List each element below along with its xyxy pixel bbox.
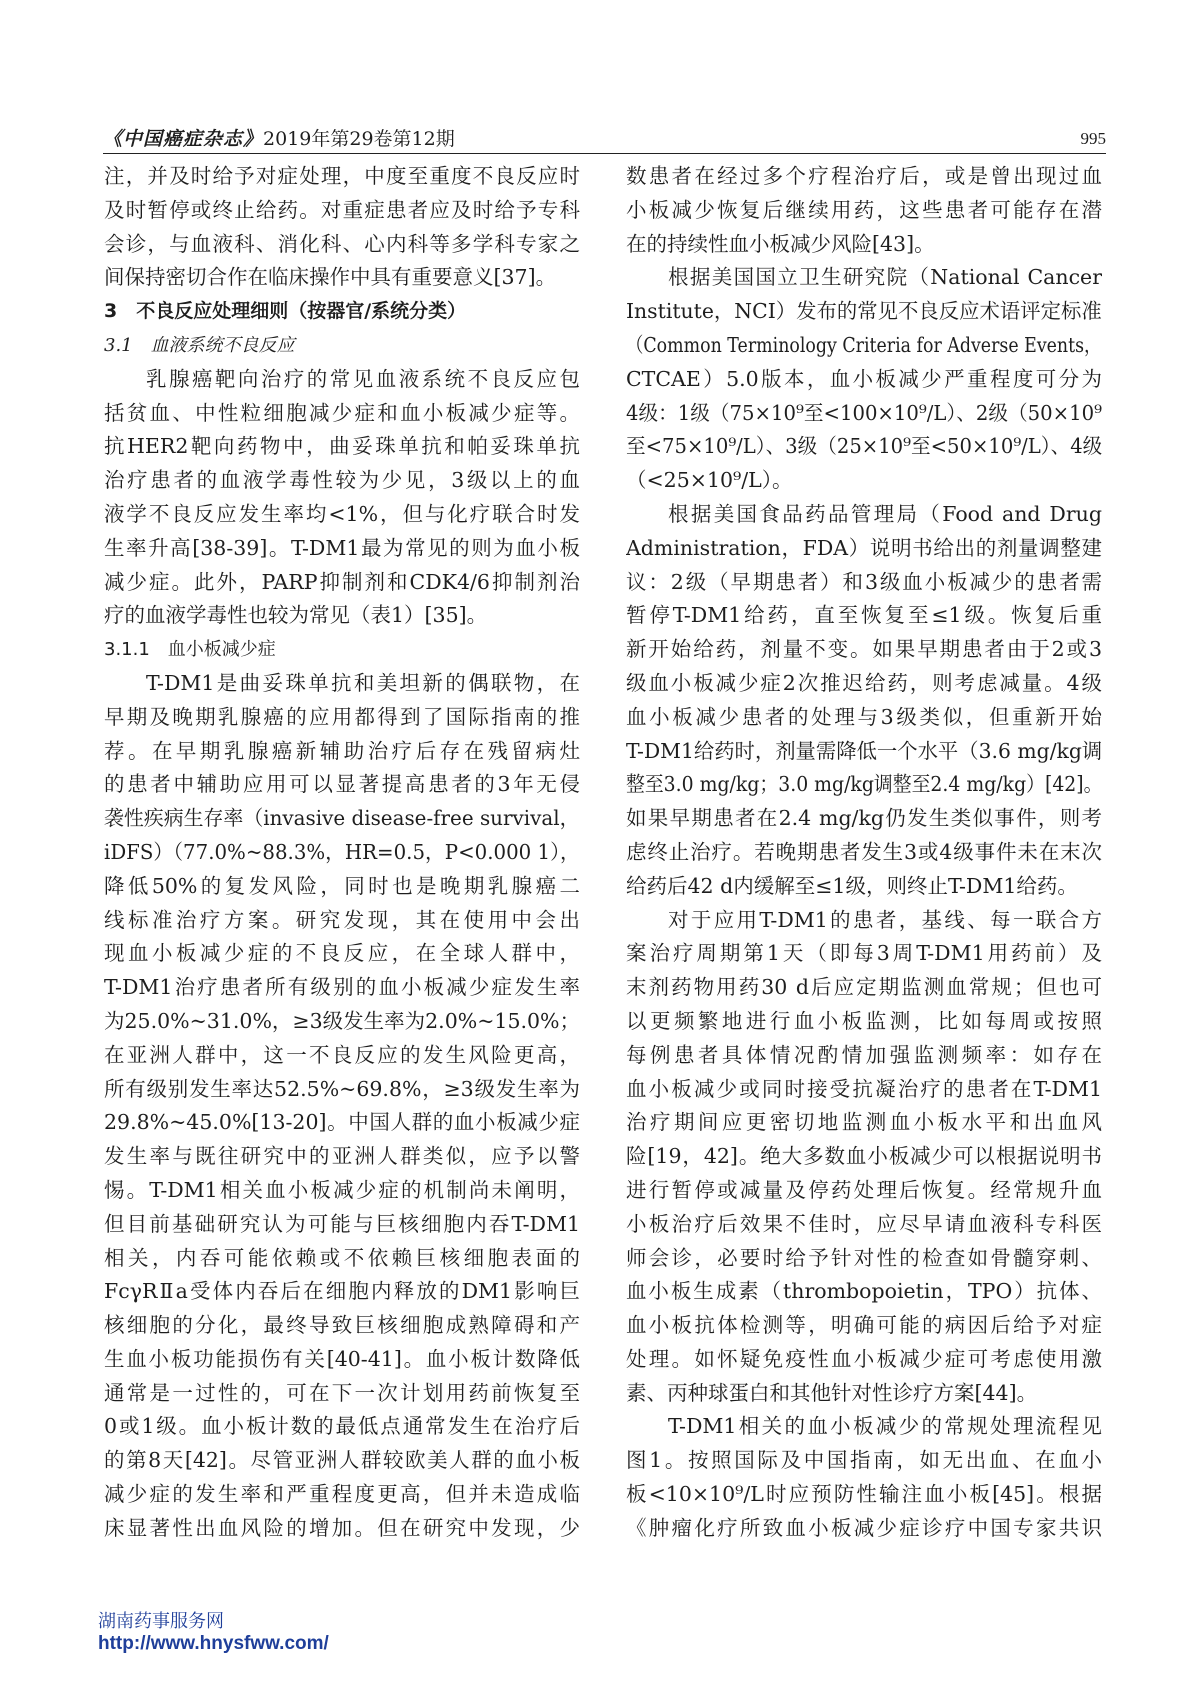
text-line: 相关，内吞可能依赖或不依赖巨核细胞表面的	[104, 1245, 580, 1270]
paragraph-start-line: 乳腺癌靶向治疗的常见血液系统不良反应包	[146, 366, 580, 391]
page-number: 995	[1080, 129, 1106, 148]
text-line: 险[19，42]。绝大多数血小板减少可以根据说明书	[626, 1144, 1102, 1169]
paragraph-end-line: （<25×10⁹/L）。	[626, 468, 793, 493]
text-line: 0或1级。血小板计数的最低点通常发生在治疗后	[104, 1414, 580, 1439]
text-line: 的第8天[42]。尽管亚洲人群较欧美人群的血小板	[104, 1448, 580, 1473]
text-line: 为25.0%~31.0%，≥3级发生率为2.0%~15.0%；	[104, 1008, 580, 1033]
text-line: 血小板减少或同时接受抗凝治疗的患者在T-DM1	[626, 1076, 1102, 1101]
section-heading: 3 不良反应处理细则（按器官/系统分类）	[104, 300, 467, 323]
text-line: 荐。在早期乳腺癌新辅助治疗后存在残留病灶	[104, 738, 580, 763]
text-line: 整至3.0 mg/kg；3.0 mg/kg调整至2.4 mg/kg）[42]。	[626, 772, 1102, 797]
text-line: 线标准治疗方案。研究发现，其在使用中会出	[104, 907, 580, 932]
paragraph-start-line: T-DM1是曲妥珠单抗和美坦新的偶联物，在	[146, 670, 580, 695]
journal-name: 《中国癌症杂志》	[103, 128, 264, 150]
text-line: T-DM1治疗患者所有级别的血小板减少症发生率	[104, 975, 580, 1000]
text-line: T-DM1给药时，剂量需降低一个水平（3.6 mg/kg调	[626, 738, 1102, 763]
text-line: 降低50%的复发风险，同时也是晚期乳腺癌二	[104, 873, 580, 898]
text-line: 4级：1级（75×10⁹至<100×10⁹/L）、2级（50×10⁹	[626, 400, 1102, 425]
subsection-heading: 3.1 血液系统不良反应	[104, 334, 295, 356]
text-line: 进行暂停或减量及停药处理后恢复。经常规升血	[626, 1177, 1102, 1202]
text-line: 处理。如怀疑免疫性血小板减少症可考虑使用激	[626, 1346, 1102, 1371]
text-line: 生率升高[38-39]。T-DM1最为常见的则为血小板	[104, 535, 580, 560]
text-line: 通常是一过性的，可在下一次计划用药前恢复至	[104, 1380, 580, 1405]
paragraph-start-line: 根据美国国立卫生研究院（National Cancer	[668, 265, 1102, 290]
text-line: 核细胞的分化，最终导致巨核细胞成熟障碍和产	[104, 1313, 580, 1338]
text-line: 但目前基础研究认为可能与巨核细胞内吞T-DM1	[104, 1211, 580, 1236]
text-line: 括贫血、中性粒细胞减少症和血小板减少症等。	[104, 400, 580, 425]
text-line: 如果早期患者在2.4 mg/kg仍发生类似事件，则考	[626, 806, 1102, 831]
text-line: 血小板减少患者的处理与3级类似，但重新开始	[626, 704, 1102, 729]
text-line: （Common Terminology Criteria for Adverse Events，	[626, 332, 1102, 357]
header-rule	[103, 153, 1106, 154]
site-name: 湖南药事服务网	[98, 1611, 224, 1631]
text-line: 小板减少恢复后继续用药，这些患者可能存在潜	[626, 197, 1102, 222]
text-line: 师会诊，必要时给予针对性的检查如骨髓穿刺、	[626, 1245, 1102, 1270]
text-line: 发生率与既往研究中的亚洲人群类似，应予以警	[104, 1144, 580, 1169]
right-column	[626, 160, 1102, 1580]
text-line: 惕。T-DM1相关血小板减少症的机制尚未阐明，	[104, 1177, 580, 1202]
text-line: 末剂药物用药30 d后应定期监测血常规；但也可	[626, 975, 1102, 1000]
paragraph-start-line: T-DM1相关的血小板减少的常规处理流程见	[668, 1414, 1102, 1439]
text-line: 及时暂停或终止给药。对重症患者应及时给予专科	[104, 197, 580, 222]
text-line: 注，并及时给予对症处理，中度至重度不良反应时	[104, 164, 580, 188]
text-line: 所有级别发生率达52.5%~69.8%，≥3级发生率为	[104, 1076, 580, 1101]
text-line: 治疗患者的血液学毒性较为少见，3级以上的血	[104, 468, 580, 493]
text-line: 虑终止治疗。若晚期患者发生3或4级事件未在末次	[626, 839, 1102, 864]
text-line: 以更频繁地进行血小板监测，比如每周或按照	[626, 1008, 1102, 1033]
text-line: 床显著性出血风险的增加。但在研究中发现，少	[104, 1515, 580, 1540]
paragraph-end-line: 疗的血液学毒性也较为常见（表1）[35]。	[104, 603, 488, 628]
issue-info: 2019年第29卷第12期	[263, 128, 455, 150]
text-line: 减少症。此外，PARP抑制剂和CDK4/6抑制剂治	[104, 569, 580, 594]
text-line: 议：2级（早期患者）和3级血小板减少的患者需	[626, 569, 1102, 594]
text-line: CTCAE）5.0版本，血小板减少严重程度可分为	[626, 366, 1102, 391]
text-line: 减少症的发生率和严重程度更高，但并未造成临	[104, 1482, 580, 1507]
text-line: 小板治疗后效果不佳时，应尽早请血液科专科医	[626, 1211, 1102, 1236]
text-line: iDFS）（77.0%~88.3%，HR=0.5，P<0.000 1），	[104, 839, 580, 864]
subsubsection-heading: 3.1.1 血小板减少症	[104, 639, 276, 661]
paragraph-start-line: 对于应用T-DM1的患者，基线、每一联合方	[668, 907, 1102, 932]
text-line: 每例患者具体情况酌情加强监测频率：如存在	[626, 1042, 1102, 1067]
text-line: 案治疗周期第1天（即每3周T-DM1用药前）及	[626, 941, 1102, 966]
text-line: 生血小板功能损伤有关[40-41]。血小板计数降低	[104, 1346, 580, 1371]
text-line: 在亚洲人群中，这一不良反应的发生风险更高，	[104, 1042, 580, 1067]
text-line: 早期及晚期乳腺癌的应用都得到了国际指南的推	[104, 704, 580, 729]
text-line: 暂停T-DM1给药，直至恢复至≤1级。恢复后重	[626, 603, 1102, 628]
text-line: 液学不良反应发生率均<1%，但与化疗联合时发	[104, 501, 580, 526]
text-line: 图1。按照国际及中国指南，如无出血、在血小	[626, 1448, 1102, 1473]
footer-watermark	[98, 1610, 329, 1656]
text-line: 治疗期间应更密切地监测血小板水平和出血风	[626, 1110, 1102, 1135]
text-line: 级血小板减少症2次推迟给药，则考虑减量。4级	[626, 670, 1102, 695]
text-line: 血小板抗体检测等，明确可能的病因后给予对症	[626, 1313, 1102, 1338]
text-line: 数患者在经过多个疗程治疗后，或是曾出现过血	[626, 164, 1102, 188]
text-line: 板<10×10⁹/L时应预防性输注血小板[45]。根据	[626, 1482, 1102, 1507]
text-line: 血小板生成素（thrombopoietin，TPO）抗体、	[626, 1279, 1102, 1304]
text-line: 《肿瘤化疗所致血小板减少症诊疗中国专家共识	[626, 1515, 1102, 1540]
site-url-link[interactable]: http://www.hnysfww.com/	[98, 1633, 329, 1654]
text-line: 现血小板减少症的不良反应，在全球人群中，	[104, 941, 580, 966]
text-line: Institute，NCI）发布的常见不良反应术语评定标准	[626, 299, 1102, 324]
text-line: 袭性疾病生存率（invasive disease-free survival，	[104, 806, 580, 831]
text-line: 29.8%~45.0%[13-20]。中国人群的血小板减少症	[104, 1110, 580, 1135]
journal-title	[103, 127, 455, 151]
paragraph-end-line: 给药后42 d内缓解至≤1级，则终止T-DM1给药。	[626, 873, 1078, 898]
paragraph-end-line: 间保持密切合作在临床操作中具有重要意义[37]。	[104, 265, 557, 290]
text-line: 的患者中辅助应用可以显著提高患者的3年无侵	[104, 772, 580, 797]
text-line: Administration，FDA）说明书给出的剂量调整建	[626, 535, 1102, 560]
paragraph-end-line: 在的持续性血小板减少风险[43]。	[626, 231, 935, 256]
paragraph-end-line: 素、丙种球蛋白和其他针对性诊疗方案[44]。	[626, 1380, 1038, 1405]
paragraph-start-line: 根据美国食品药品管理局（Food and Drug	[668, 501, 1102, 526]
text-line: FcγRⅡa受体内吞后在细胞内释放的DM1影响巨	[104, 1279, 580, 1304]
left-column	[104, 160, 580, 1580]
text-line: 至<75×10⁹/L）、3级（25×10⁹至<50×10⁹/L）、4级	[626, 434, 1102, 459]
text-line: 新开始给药，剂量不变。如果早期患者由于2或3	[626, 637, 1102, 662]
text-line: 会诊，与血液科、消化科、心内科等多学科专家之	[104, 231, 580, 256]
text-line: 抗HER2靶向药物中，曲妥珠单抗和帕妥珠单抗	[104, 434, 580, 459]
